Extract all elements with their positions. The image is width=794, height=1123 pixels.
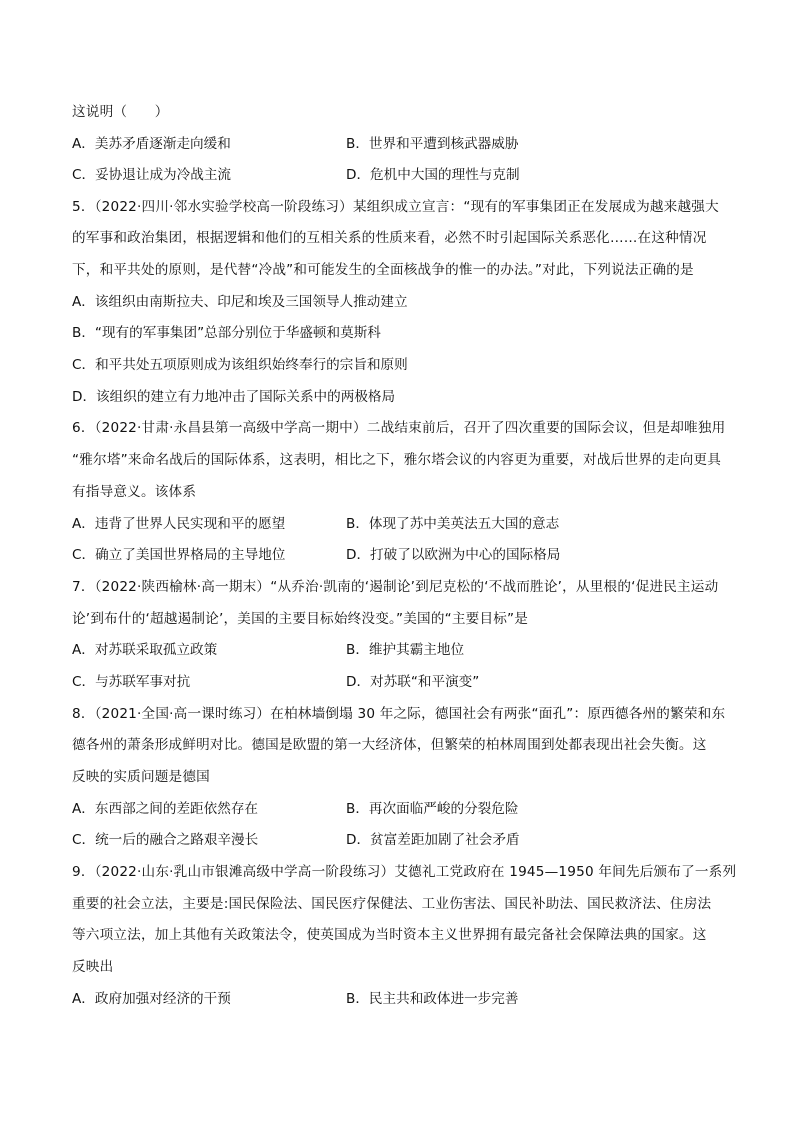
question-7-stem-line: 论’到布什的‘超越遏制论’，美国的主要目标始终没变。”美国的“主要目标”是 [72, 611, 529, 627]
question-8-stem-line: 德各州的萧条形成鲜明对比。德国是欧盟的第一大经济体，但繁荣的柏林周围到处都表现出社会失衡。这 [72, 737, 707, 753]
question-4-option-d: D．危机中大国的理性与克制 [346, 167, 520, 183]
question-6-option-b: B．体现了苏中美英法五大国的意志 [346, 516, 560, 532]
question-9-option-b: B．民主共和政体进一步完善 [346, 991, 519, 1007]
question-4-option-c: C．妥协退让成为冷战主流 [72, 167, 232, 183]
question-9-stem-line: 等六项立法，加上其他有关政策法令，使英国成为当时资本主义世界拥有最完备社会保障法典的国家。这 [72, 927, 707, 943]
question-5-stem-line: 的军事和政治集团，根据逻辑和他们的互相关系的性质来看，必然不时引起国际关系恶化……在这种情况 [72, 230, 707, 246]
question-5-option-a: A．该组织由南斯拉夫、印尼和埃及三国领导人推动建立 [72, 294, 408, 310]
question-8-option-a: A．东西部之间的差距依然存在 [72, 801, 259, 817]
question-8-option-c: C．统一后的融合之路艰辛漫长 [72, 832, 259, 848]
question-9-stem-line: 9．（2022·山东·乳山市银滩高级中学高一阶段练习）艾德礼工党政府在 1945—1950 年间先后颁布了一系列 [72, 864, 737, 880]
question-5-option-b: B．“现有的军事集团”总部分别位于华盛顿和莫斯科 [72, 325, 381, 341]
question-4-option-b: B．世界和平遭到核武器威胁 [346, 136, 519, 152]
question-8-option-d: D．贫富差距加剧了社会矛盾 [346, 832, 520, 848]
question-7-option-a: A．对苏联采取孤立政策 [72, 642, 218, 658]
question-5-option-c: C．和平共处五项原则成为该组织始终奉行的宗旨和原则 [72, 357, 408, 373]
question-6-option-d: D．打破了以欧洲为中心的国际格局 [346, 547, 561, 563]
question-6-option-a: A．违背了世界人民实现和平的愿望 [72, 516, 286, 532]
question-9-stem-line: 反映出 [72, 959, 114, 975]
question-6-option-c: C．确立了美国世界格局的主导地位 [72, 547, 286, 563]
question-9-option-a: A．政府加强对经济的干预 [72, 991, 231, 1007]
question-6-stem-line: 6．（2022·甘肃·永昌县第一高级中学高一期中）二战结束前后，召开了四次重要的国际会议，但是却唯独用 [72, 420, 726, 436]
question-5-stem-line: 5．（2022·四川·邻水实验学校高一阶段练习）某组织成立宣言：“现有的军事集团正在发展成为越来越强大 [72, 199, 719, 215]
question-6-stem-line: 有指导意义。该体系 [72, 484, 197, 500]
question-5-stem-line: 下，和平共处的原则，是代替“冷战”和可能发生的全面核战争的惟一的办法。”对此，下列说法正确的是 [72, 262, 694, 278]
question-4-stem: 这说明（ ） [72, 104, 169, 120]
question-8-stem-line: 反映的实质问题是德国 [72, 769, 210, 785]
question-4-option-a: A．美苏矛盾逐渐走向缓和 [72, 136, 231, 152]
question-7-stem-line: 7．（2022·陕西榆林·高一期末）“从乔治·凯南的‘遏制论’到尼克松的‘不战而胜论’，从里根的‘促进民主运动 [72, 579, 719, 595]
question-8-option-b: B．再次面临严峻的分裂危险 [346, 801, 519, 817]
question-5-option-d: D．该组织的建立有力地冲击了国际关系中的两极格局 [72, 389, 396, 405]
question-9-stem-line: 重要的社会立法，主要是:国民保险法、国民医疗保健法、工业伤害法、国民补助法、国民救济法、住房法 [72, 896, 712, 912]
question-7-option-d: D．对苏联“和平演变” [346, 674, 480, 690]
question-7-option-c: C．与苏联军事对抗 [72, 674, 191, 690]
question-6-stem-line: “雅尔塔”来命名战后的国际体系，这表明，相比之下，雅尔塔会议的内容更为重要，对战后世界的走向更具 [72, 452, 721, 468]
question-8-stem-line: 8．（2021·全国·高一课时练习）在柏林墙倒塌 30 年之际，德国社会有两张“面孔”：原西德各州的繁荣和东 [72, 706, 726, 722]
question-7-option-b: B．维护其霸主地位 [346, 642, 465, 658]
